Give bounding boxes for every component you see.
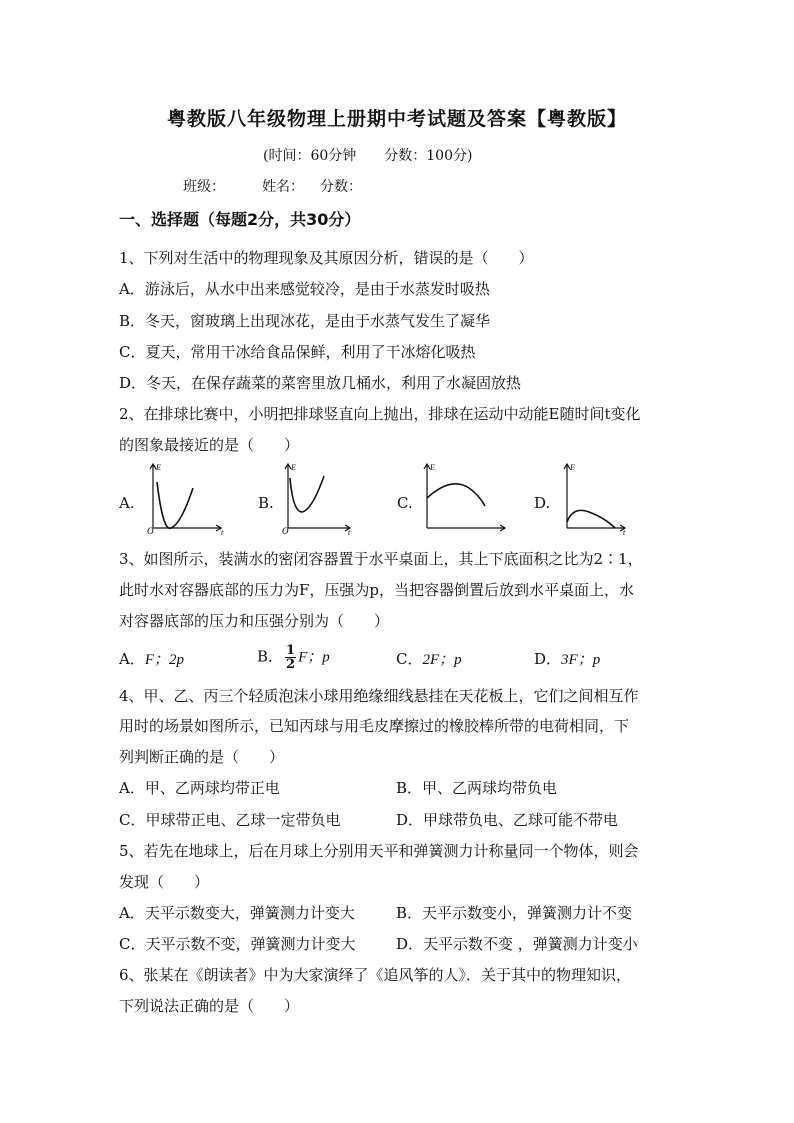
question-2-option-c-label: C. <box>397 494 413 512</box>
question-2-stem-line-2: 的图象最接近的是（ ） <box>119 436 300 454</box>
question-1-stem: 1、下列对生活中的物理现象及其原因分析，错误的是（ ） <box>119 249 534 267</box>
question-1-option-d: D．冬天，在保存蔬菜的菜窖里放几桶水，利用了水凝固放热 <box>119 374 522 392</box>
question-3-option-c <box>396 649 462 670</box>
question-6-stem-line-1: 6、张某在《朗读者》中为大家演绎了《追风筝的人》．关于其中的物理知识， <box>119 966 632 984</box>
graph-d-x-label: t <box>623 528 626 537</box>
question-3-option-b <box>257 644 330 671</box>
question-5-stem-line-1: 5、若先在地球上，后在月球上分别用天平和弹簧测力计称量同一个物体，则会 <box>119 842 639 860</box>
q3-option-b-fraction <box>285 644 296 671</box>
graph-a-x-label: t <box>221 528 224 537</box>
q3-option-d-text: 3F；p <box>561 652 601 668</box>
question-5-option-b: B．天平示数变小，弹簧测力计不变 <box>396 904 633 922</box>
q3-option-d-label: D． <box>534 650 562 668</box>
class-label: 班级： <box>183 179 225 195</box>
section-heading: 一、选择题（每题2分，共30分） <box>119 210 361 229</box>
question-4-option-b: B．甲、乙两球均带负电 <box>396 779 558 797</box>
question-2-option-d-label: D. <box>534 494 551 512</box>
question-6-stem-line-2: 下列说法正确的是（ ） <box>119 997 300 1015</box>
q3-option-b-text: F；p <box>298 649 330 666</box>
graph-d-curve <box>567 510 615 528</box>
graph-a-y-label: E <box>156 463 161 472</box>
question-3-stem-line-3: 对容器底部的压力和压强分别为（ ） <box>119 612 390 630</box>
question-2-graph-d <box>555 460 635 539</box>
question-5-option-c: C．天平示数不变，弹簧测力计变大 <box>119 935 356 953</box>
question-1-option-b: B．冬天，窗玻璃上出现冰花，是由于水蒸气发生了凝华 <box>119 312 491 330</box>
q3-option-c-label: C． <box>396 650 423 668</box>
graph-c-curve <box>427 484 485 506</box>
q3-option-a-label: A． <box>119 650 145 668</box>
question-4-option-c: C．甲球带正电、乙球一定带负电 <box>119 811 341 829</box>
question-2-graph-a <box>141 460 226 539</box>
q3-fraction-numerator: 1 <box>286 643 296 658</box>
graph-a-curve <box>157 482 193 528</box>
question-2-graph-b <box>276 460 361 539</box>
graph-c-svg <box>415 460 510 535</box>
question-1-option-c: C．夏天，常用干冰给食品保鲜，利用了干冰熔化吸热 <box>119 343 476 361</box>
score-label: 分数： <box>320 179 362 195</box>
graph-b-x-label: t <box>348 528 351 537</box>
exam-meta: (时间：60分钟 分数：100分) <box>263 148 473 164</box>
graph-d-y-label: E <box>570 463 575 472</box>
question-3-option-d <box>534 649 600 670</box>
graph-d-svg <box>555 460 635 535</box>
question-5-option-d: D．天平示数不变 ，弹簧测力计变小 <box>396 935 638 953</box>
page-title: 粤教版八年级物理上册期中考试题及答案【粤教版】 <box>166 108 627 130</box>
graph-c-y-label: E <box>430 463 435 472</box>
question-4-stem-line-1: 4、甲、乙、丙三个轻质泡沫小球用绝缘细线悬挂在天花板上，它们之间相互作 <box>119 687 639 705</box>
graph-a-origin-label: O <box>147 526 154 536</box>
question-5-stem-line-2: 发现（ ） <box>119 873 210 891</box>
question-5-option-a: A．天平示数变大，弹簧测力计变大 <box>119 904 355 922</box>
question-4-option-a: A．甲、乙两球均带正电 <box>119 779 280 797</box>
graph-b-origin-label: O <box>282 526 289 536</box>
q3-fraction-denominator: 2 <box>286 657 296 672</box>
question-3-stem-line-2: 此时水对容器底部的压力为F，压强为p，当把容器倒置后放到水平桌面上，水 <box>119 581 635 599</box>
question-3-option-a <box>119 649 184 670</box>
question-1-option-a: A．游泳后，从水中出来感觉较冷，是由于水蒸发时吸热 <box>119 280 490 298</box>
question-4-stem-line-2: 用时的场景如图所示，已知丙球与用毛皮摩擦过的橡胶棒所带的电荷相同，下 <box>119 717 630 735</box>
question-2-option-b-label: B. <box>258 494 274 512</box>
graph-b-y-label: E <box>291 463 296 472</box>
question-2-option-a-label: A. <box>119 494 135 512</box>
graph-b-svg <box>276 460 361 535</box>
name-label: 姓名： <box>262 179 304 195</box>
question-4-option-d: D．甲球带负电、乙球可能不带电 <box>396 811 619 829</box>
q3-option-c-text: 2F；p <box>422 652 462 668</box>
question-2-stem-line-1: 2、在排球比赛中，小明把排球竖直向上抛出，排球在运动中动能E随时间t变化 <box>119 405 641 423</box>
graph-a-svg <box>141 460 226 535</box>
question-3-stem-line-1: 3、如图所示，装满水的密闭容器置于水平桌面上，其上下底面积之比为2∶1， <box>119 550 643 568</box>
graph-b-curve <box>290 476 324 512</box>
q3-option-a-text: F；2p <box>144 652 185 668</box>
q3-option-b-label: B． <box>257 647 284 666</box>
question-2-graph-c <box>415 460 510 539</box>
question-4-stem-line-3: 列判断正确的是（ ） <box>119 748 285 766</box>
